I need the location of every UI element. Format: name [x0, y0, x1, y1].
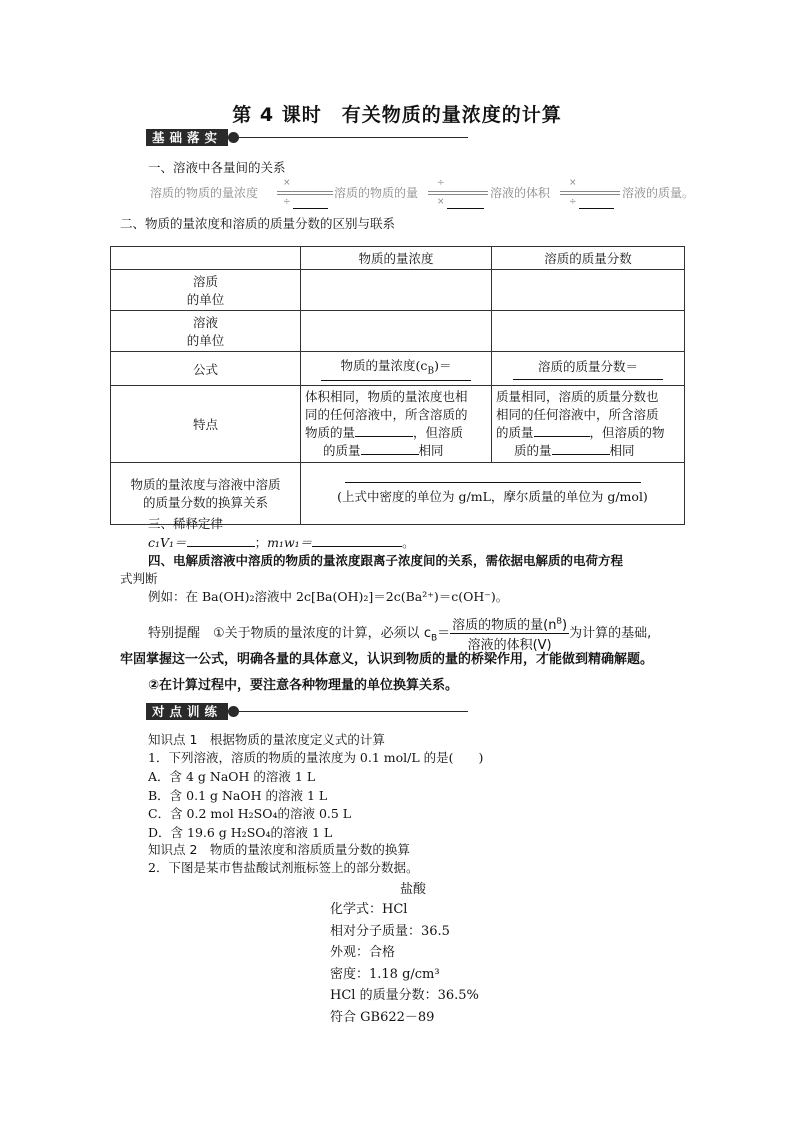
- section-label-practice: 对点训练: [146, 703, 228, 720]
- conversion-note: (上式中密度的单位为 g/mL，摩尔质量的单位为 g/mol): [337, 489, 648, 504]
- row-label-solute-unit: [111, 270, 301, 311]
- knowledge-point-1: 知识点 1 根据物质的量浓度定义式的计算: [148, 732, 385, 747]
- part3-heading: 三、稀释定律: [148, 516, 224, 531]
- formula-sub: B: [427, 366, 435, 377]
- table-cell: [301, 270, 492, 311]
- feature-text: 相同: [609, 443, 635, 458]
- part2-heading: 二、物质的量浓度和溶质的质量分数的区别与联系: [120, 216, 396, 231]
- fraction-line: [513, 379, 663, 380]
- comparison-table: [110, 246, 685, 525]
- numerator-text: 溶质的物质的量(n: [452, 618, 557, 633]
- numerator-sup: B: [556, 616, 562, 626]
- blank-line: [534, 424, 590, 437]
- dilution-eq1: c₁V₁＝: [148, 535, 187, 550]
- knowledge-point-2: 知识点 2 物质的量浓度和溶质质量分数的换算: [148, 842, 410, 857]
- reagent-label: [330, 899, 479, 1028]
- section-dot-icon: [228, 132, 239, 143]
- col-header-mass-fraction: 溶质的质量分数: [492, 247, 685, 270]
- label-line: 相对分子质量：36.5: [330, 923, 450, 939]
- row-label-line: 物质的量浓度与溶液中溶质: [130, 476, 281, 492]
- tip-line-2: 牢固掌握这一公式，明确各量的具体意义，认识到物质的量的桥梁作用，才能做到精确解题。: [120, 652, 654, 667]
- fraction-line: [321, 380, 471, 381]
- feature-line: 体积相同，物质的量浓度也相: [305, 389, 468, 404]
- feature-text: 的质量: [496, 425, 534, 440]
- row-label-line: 溶质: [192, 274, 218, 289]
- separator: ；: [254, 535, 268, 550]
- op-label: ÷: [283, 197, 291, 207]
- feature-line: 相同的任何溶液中，所含溶质: [496, 407, 659, 422]
- arrow-line: [277, 191, 333, 192]
- page-title: 第 4 课时 有关物质的量浓度的计算: [232, 104, 562, 126]
- op-label: ÷: [437, 178, 445, 188]
- op-label: ×: [437, 197, 445, 207]
- feature-line: 同的任何溶液中，所含溶质的: [305, 407, 468, 422]
- table-corner: [111, 247, 301, 270]
- section-dot-icon: [228, 706, 239, 717]
- row-label-line: 的质量分数的换算关系: [142, 494, 268, 510]
- feature-molarity: [301, 386, 492, 463]
- feature-text: ，但溶质: [413, 425, 464, 440]
- tip-sub: B: [430, 633, 438, 644]
- section-divider: [239, 711, 468, 712]
- feature-text: 质的量: [514, 443, 552, 458]
- op-label: ÷: [569, 197, 577, 207]
- blank-line: [345, 482, 641, 483]
- blank-line: [293, 196, 328, 209]
- tip-text: ＝: [437, 626, 451, 641]
- part1-heading: 一、溶液中各量间的关系: [148, 160, 286, 175]
- label-title: 盐酸: [400, 882, 427, 897]
- label-line: 符合 GB622－89: [330, 1009, 435, 1025]
- relation-chain: [150, 184, 258, 201]
- numerator-text: ): [561, 618, 568, 633]
- row-label-solution-unit: [111, 311, 301, 352]
- row-label-line: 溶液: [192, 315, 218, 330]
- conversion-cell: [301, 463, 685, 525]
- row-label-feature: 特点: [111, 386, 301, 463]
- formula-mass-fraction: [492, 352, 685, 386]
- label-line: HCl 的质量分数：36.5%: [330, 988, 479, 1003]
- blank-line: [312, 534, 402, 547]
- row-label-line: 的单位: [186, 333, 225, 348]
- blank-line: [187, 534, 255, 547]
- option-a: A．含 4 g NaOH 的溶液 1 L: [148, 769, 316, 784]
- blank-line: [355, 424, 413, 437]
- feature-text: 相同: [418, 443, 444, 458]
- col-header-molarity: 物质的量浓度: [301, 247, 492, 270]
- formula-text: )＝: [434, 357, 452, 373]
- question-1: 1．下列溶液，溶质的物质的量浓度为 0.1 mol/L 的是( ): [148, 750, 484, 765]
- part4-heading: 四、电解质溶液中溶质的物质的量浓度跟离子浓度间的关系，需依据电解质的电荷方程: [148, 553, 624, 568]
- feature-line: 质量相同，溶质的质量分数也: [496, 389, 659, 404]
- chain-item: 溶质的物质的量浓度: [150, 186, 259, 200]
- blank-line: [361, 442, 419, 455]
- row-label-formula: 公式: [111, 352, 301, 386]
- sentence-end: 。: [402, 535, 415, 550]
- dilution-eq2: m₁w₁＝: [267, 535, 313, 550]
- table-cell: [492, 311, 685, 352]
- section-label-basics: 基础落实: [146, 129, 228, 146]
- formula-text: 物质的量浓度(c: [340, 357, 428, 373]
- arrow-line: [428, 194, 488, 195]
- section-bar-basics: [146, 129, 468, 146]
- feature-text: ，但溶质的物: [589, 425, 665, 440]
- formula-molarity: [301, 352, 492, 386]
- tip-label: 特别提醒: [148, 626, 201, 641]
- label-line: 密度：1.18 g/cm³: [330, 966, 440, 982]
- formula-text: 溶质的质量分数＝: [537, 359, 638, 374]
- arrow-line: [560, 194, 620, 195]
- arrow-line: [277, 194, 333, 195]
- table-cell: [492, 270, 685, 311]
- chain-item-4: 溶液的质量。: [622, 186, 695, 200]
- tip-text: 为计算的基础,: [569, 626, 652, 641]
- option-b: B．含 0.1 g NaOH 的溶液 1 L: [148, 788, 328, 803]
- part4-example: 例如：在 Ba(OH)₂溶液中 2c[Ba(OH)₂]＝2c(Ba²⁺)＝c(OH⁻)。: [148, 589, 509, 604]
- feature-text: 物质的量: [305, 425, 356, 440]
- blank-line: [552, 442, 610, 455]
- blank-line: [579, 196, 614, 209]
- arrow-line: [428, 191, 488, 192]
- dilution-law: [148, 533, 415, 551]
- arrow-line: [560, 191, 620, 192]
- chain-item-3: 溶液的体积: [490, 186, 551, 200]
- tip-line-3: ②在计算过程中，要注意各种物理量的单位换算关系。: [148, 678, 459, 693]
- label-line: 化学式：HCl: [330, 902, 408, 917]
- chain-item-2: 溶质的物质的量: [334, 186, 419, 200]
- fraction-numerator: [450, 614, 569, 634]
- option-d: D．含 19.6 g H₂SO₄的溶液 1 L: [148, 825, 333, 840]
- section-bar-practice: [146, 703, 468, 720]
- fraction-denominator: 溶液的体积(V): [467, 638, 552, 653]
- row-label-line: 的单位: [186, 292, 225, 307]
- feature-text: 的质量: [323, 443, 361, 458]
- question-2: 2．下图是某市售盐酸试剂瓶标签上的部分数据。: [148, 860, 419, 875]
- label-line: 外观：合格: [330, 945, 396, 960]
- op-label: ×: [569, 178, 577, 188]
- option-c: C．含 0.2 mol H₂SO₄的溶液 0.5 L: [148, 806, 352, 821]
- feature-mass-fraction: [492, 386, 685, 463]
- section-divider: [239, 137, 468, 138]
- table-cell: [301, 311, 492, 352]
- blank-line: [447, 196, 484, 209]
- tip-text: ①关于物质的量浓度的计算，必须以 c: [213, 626, 431, 641]
- op-label: ×: [283, 178, 291, 188]
- part4-heading-cont: 式判断: [120, 571, 158, 586]
